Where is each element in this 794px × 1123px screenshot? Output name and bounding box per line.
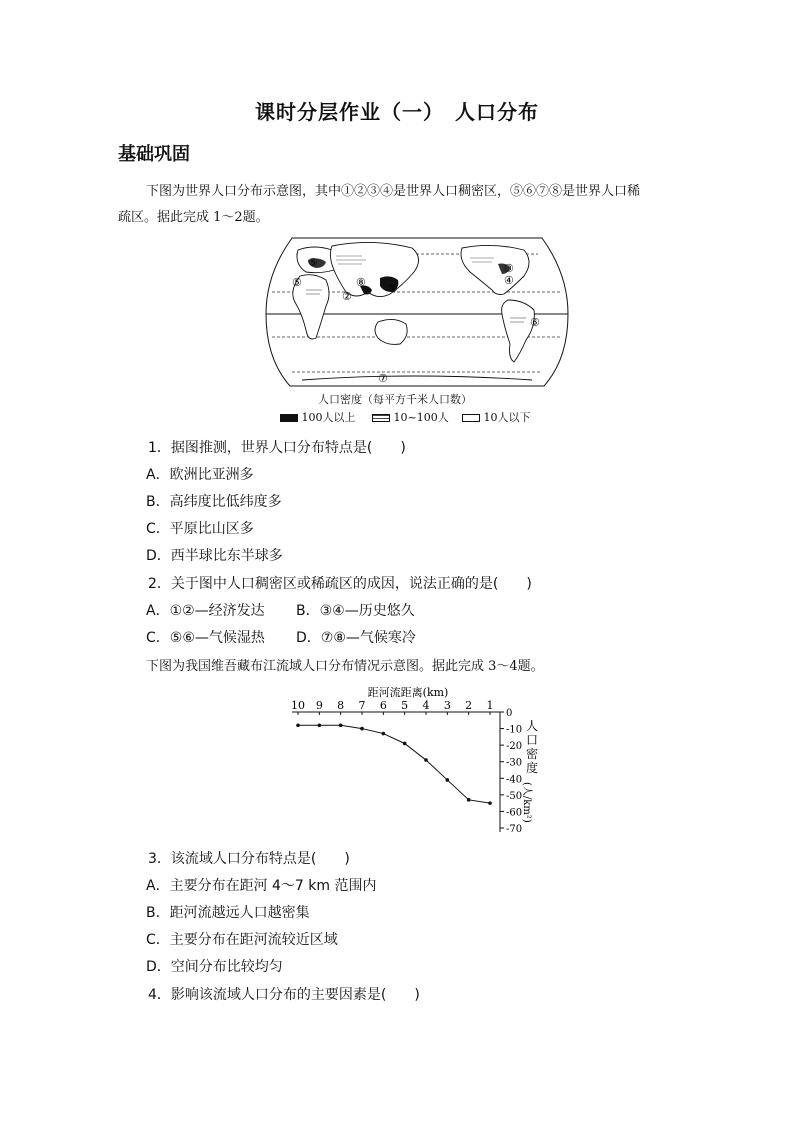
y-tick-label: -70 (506, 824, 523, 835)
x-tick-label: 5 (401, 699, 409, 712)
x-tick-label: 8 (337, 699, 345, 712)
q1-option-b[interactable]: B．高纬度比低纬度多 (146, 494, 282, 510)
data-point (360, 727, 364, 731)
data-point (403, 742, 407, 746)
map-label-1: ① (388, 282, 398, 295)
q1-option-d[interactable]: D．西半球比东半球多 (146, 548, 283, 564)
legend-swatch-sparse (462, 414, 480, 422)
x-tick-label: 1 (486, 699, 494, 712)
map-label-7: ⑦ (378, 372, 388, 385)
map-label-5b: ⑤ (308, 256, 318, 269)
q3-option-c[interactable]: C．主要分布在距河流较近区域 (146, 932, 338, 948)
x-tick-label: 3 (443, 699, 451, 712)
map-label-3: ③ (504, 262, 514, 275)
population-density-chart (280, 682, 540, 842)
y-axis-label-part: 口 (526, 733, 539, 747)
map-label-2: ② (342, 290, 352, 303)
data-point (467, 798, 471, 802)
legend-swatch-medium (372, 414, 390, 422)
data-point (339, 723, 343, 727)
q1-stem: 1．据图推测，世界人口分布特点是( ) (148, 440, 406, 456)
x-tick-label: 6 (379, 699, 387, 712)
data-point (446, 778, 450, 782)
q2-option-a[interactable]: A．①②—经济发达 (146, 603, 265, 619)
data-point (318, 723, 322, 727)
intro-1-line-1: 下图为世界人口分布示意图，其中①②③④是世界人口稠密区，⑤⑥⑦⑧是世界人口稀 (146, 184, 641, 199)
y-tick-label: -30 (506, 757, 523, 769)
map-label-6: ⑥ (530, 316, 540, 329)
q3-option-a[interactable]: A．主要分布在距河 4～7 km 范围内 (146, 878, 377, 894)
y-tick-label: -50 (506, 790, 523, 802)
y-tick-label: -10 (506, 724, 523, 736)
map-label-4: ④ (504, 274, 514, 287)
y-axis-label-part: 密 (526, 747, 539, 761)
map-legend-title: 人口密度（每平方千米人口数） (318, 393, 472, 406)
data-point (424, 758, 428, 762)
q3-option-d[interactable]: D．空间分布比较均匀 (146, 959, 283, 975)
data-point (296, 723, 300, 727)
data-point (488, 801, 492, 805)
y-tick-label: -40 (506, 774, 523, 786)
x-tick-label: 4 (422, 699, 430, 712)
q1-option-c[interactable]: C．平原比山区多 (146, 521, 254, 537)
y-axis-label-part: 人 (526, 719, 539, 733)
y-axis-label-part: (人/km²) (521, 782, 532, 823)
chart-title: 距河流距离(km) (367, 686, 449, 699)
legend-label-sparse: 10人以下 (483, 411, 531, 424)
series-line (298, 725, 490, 803)
q3-stem: 3．该流域人口分布特点是( ) (148, 851, 350, 867)
map-legend-medium (372, 409, 449, 425)
data-point (382, 732, 386, 736)
q2-stem: 2．关于图中人口稠密区或稀疏区的成因，说法正确的是( ) (148, 576, 532, 592)
x-tick-label: 10 (291, 699, 305, 712)
intro-1-line-2: 疏区。据此完成 1～2题。 (118, 210, 269, 225)
q2-option-d[interactable]: D．⑦⑧—气候寒冷 (296, 630, 416, 646)
intro-2: 下图为我国维吾藏布江流域人口分布情况示意图。据此完成 3～4题。 (146, 659, 544, 674)
map-legend-dense (280, 409, 356, 425)
page-title: 课时分层作业（一） 人口分布 (255, 100, 539, 124)
y-axis-label-part: 度 (526, 761, 539, 775)
q1-option-a[interactable]: A．欧洲比亚洲多 (146, 467, 254, 483)
legend-label-medium: 10~100人 (393, 411, 449, 424)
legend-swatch-dense (280, 414, 298, 422)
section-heading: 基础巩固 (118, 144, 190, 165)
y-tick-label: -60 (506, 807, 523, 819)
q2-option-c[interactable]: C．⑤⑥—气候湿热 (146, 630, 265, 646)
map-legend-sparse (462, 409, 531, 425)
map-label-5: ⑤ (292, 276, 302, 289)
legend-label-dense: 100人以上 (301, 411, 356, 424)
q3-option-b[interactable]: B．距河流越远人口越密集 (146, 905, 310, 921)
x-tick-label: 9 (315, 699, 323, 712)
x-tick-label: 2 (465, 699, 473, 712)
q2-option-b[interactable]: B．③④—历史悠久 (296, 603, 415, 619)
y-tick-label: -20 (506, 741, 523, 753)
x-tick-label: 7 (358, 699, 366, 712)
map-label-8: ⑧ (356, 276, 366, 289)
y-tick-label: 0 (506, 708, 513, 719)
q4-stem: 4．影响该流域人口分布的主要因素是( ) (148, 987, 420, 1003)
